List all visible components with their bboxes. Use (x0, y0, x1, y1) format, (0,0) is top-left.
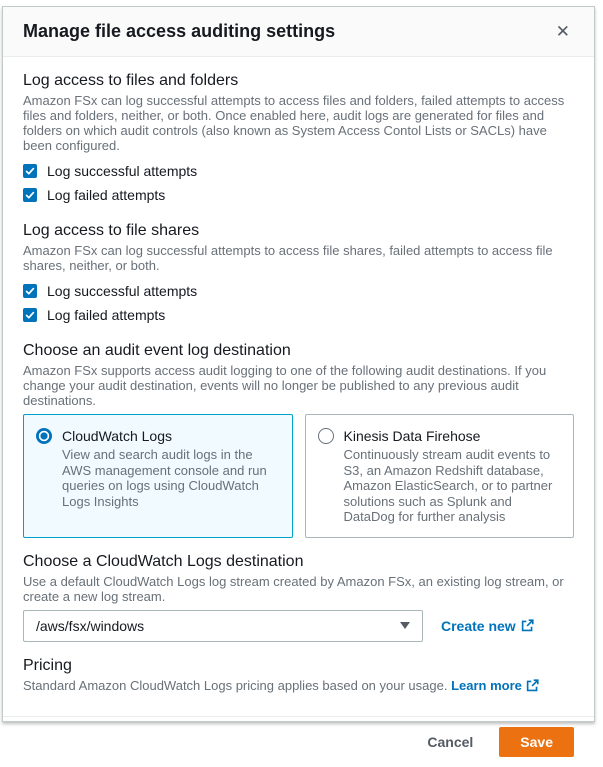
dialog-footer (3, 716, 594, 767)
option-card-cloudwatch-logs[interactable] (23, 414, 293, 538)
dialog-title: Manage file access auditing settings (23, 21, 336, 41)
section-heading: Log access to files and folders (23, 72, 239, 89)
checkbox-label: Log successful attempts (47, 163, 198, 179)
option-card-content (344, 427, 562, 525)
manage-auditing-settings-dialog (2, 6, 595, 750)
learn-more-label: Learn more (451, 677, 522, 693)
section-audit-destination (23, 341, 574, 538)
section-heading: Choose an audit event log destination (23, 342, 291, 359)
create-new-link[interactable] (441, 618, 534, 634)
external-link-icon (526, 679, 539, 692)
checkbox-shares-log-successful[interactable] (23, 279, 574, 303)
section-log-file-shares (23, 221, 574, 327)
option-title: CloudWatch Logs (62, 428, 172, 444)
create-new-label: Create new (441, 617, 516, 634)
checkbox-icon (23, 188, 37, 202)
radio-icon (318, 428, 334, 444)
cancel-button[interactable]: Cancel (423, 728, 477, 756)
save-button[interactable]: Save (499, 727, 574, 757)
checkbox-label: Log failed attempts (47, 187, 166, 203)
option-card-content (62, 427, 280, 509)
learn-more-link[interactable] (451, 678, 539, 694)
check-icon (24, 189, 36, 201)
section-description: Use a default CloudWatch Logs log stream created by Amazon FSx, an existing log stream, or create a new log stream. (23, 573, 564, 604)
section-description: Amazon FSx supports access audit logging to one of the following audit destinations. If you change your audit destination, events will no longer be published to any previous audit destinations. (23, 363, 547, 408)
section-pricing (23, 656, 574, 694)
pricing-description (23, 678, 574, 694)
check-icon (24, 309, 36, 321)
option-card-kinesis-firehose[interactable] (305, 414, 575, 538)
section-description: Amazon FSx can log successful attempts to access files and folders, failed attempts to access files and folders, neither, or both. Once enabled here, audit logs are generated for files and folders on which audit controls (also known as System Access Contol Lists or SACLs) have been configured. (23, 93, 565, 153)
check-icon (24, 165, 36, 177)
checkbox-icon (23, 308, 37, 322)
dialog-body (3, 57, 594, 716)
external-link-icon (521, 619, 534, 632)
section-description: Amazon FSx can log successful attempts to access file shares, failed attempts to access file shares, neither, or both. (23, 243, 553, 273)
checkbox-files-log-successful[interactable] (23, 159, 574, 183)
section-log-files-folders (23, 71, 574, 207)
log-group-select-value: /aws/fsx/windows (36, 617, 145, 634)
destination-options (23, 414, 574, 538)
option-description: View and search audit logs in the AWS management console and run queries on logs using CloudWatch Logs Insights (62, 447, 267, 509)
checkbox-icon (23, 164, 37, 178)
checkbox-shares-log-failed[interactable] (23, 303, 574, 327)
checkbox-icon (23, 284, 37, 298)
section-cloudwatch-destination (23, 552, 574, 642)
section-heading: Choose a CloudWatch Logs destination (23, 552, 304, 570)
dialog-header (3, 7, 594, 57)
close-icon[interactable]: ✕ (552, 21, 574, 42)
checkbox-files-log-failed[interactable] (23, 183, 574, 207)
log-destination-row (23, 610, 574, 642)
pricing-text: Standard Amazon CloudWatch Logs pricing applies based on your usage. (23, 677, 448, 693)
section-heading: Log access to file shares (23, 222, 200, 239)
section-heading: Pricing (23, 656, 72, 674)
log-group-select[interactable] (23, 610, 423, 642)
dropdown-caret-icon (400, 622, 410, 629)
option-description: Continuously stream audit events to S3, an Amazon Redshift database, Amazon ElasticSearch, or to partner solutions such as Splunk and DataDog for further analysis (343, 447, 553, 524)
checkbox-label: Log failed attempts (47, 307, 166, 323)
checkbox-label: Log successful attempts (47, 283, 198, 299)
radio-icon (36, 428, 52, 444)
check-icon (24, 285, 36, 297)
option-title: Kinesis Data Firehose (343, 428, 481, 444)
